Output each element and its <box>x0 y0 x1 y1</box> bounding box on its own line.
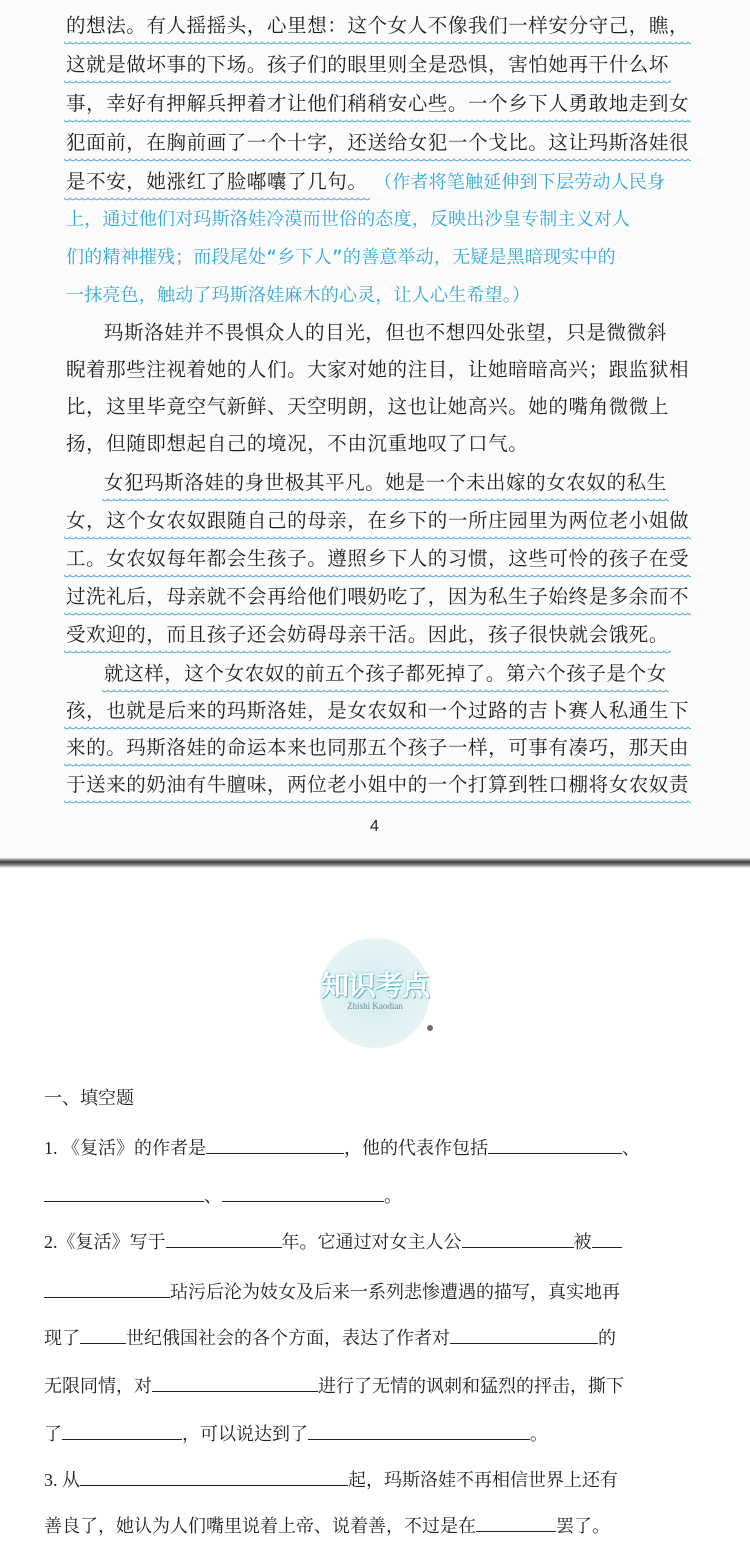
answer-blank[interactable] <box>62 1420 182 1440</box>
answer-blank[interactable] <box>462 1228 574 1248</box>
question-2-line-1 <box>44 1228 622 1254</box>
text-line: 这就是做坏事的下场。孩子们的眼里则全是恐惧，害怕她再干什么坏 <box>66 52 669 81</box>
question-2-line-4 <box>44 1372 624 1398</box>
annotation-line: （作者将笔触延伸到下层劳动人民身 <box>374 172 666 193</box>
question-text: 了 <box>44 1424 62 1444</box>
answer-blank[interactable] <box>44 1278 170 1298</box>
annotation-line: 们的精神摧残；而段尾处“乡下人”的善意举动，无疑是黑暗现实中的 <box>66 247 616 268</box>
question-text: 起，玛斯洛娃不再相信世界上还有 <box>348 1470 618 1490</box>
question-3-line-1 <box>44 1466 618 1492</box>
question-text: 无限同情，对 <box>44 1376 152 1396</box>
question-text: 善良了，她认为人们嘴里说着上帝、说着善，不过是在 <box>44 1516 476 1536</box>
question-1-line-2 <box>44 1182 402 1208</box>
question-text: 世纪俄国社会的各个方面，表达了作者对 <box>126 1328 450 1348</box>
ink-dot <box>427 1025 433 1031</box>
question-text: 年。它通过对女主人公 <box>281 1232 462 1252</box>
text-line: 的想法。有人摇摇头，心里想：这个女人不像我们一样安分守己，瞧， <box>66 13 689 42</box>
text-line: 来的。玛斯洛娃的命运本来也同那五个孩子一样，可事有凑巧，那天由 <box>66 735 689 764</box>
answer-blank[interactable] <box>80 1324 126 1344</box>
question-3-line-2 <box>44 1512 610 1538</box>
text-line: 犯面前，在胸前画了一个十字，还送给女犯一个戈比。这让玛斯洛娃很 <box>66 130 689 159</box>
question-text: 。 <box>384 1186 402 1206</box>
text-line: 女犯玛斯洛娃的身世极其平凡。她是一个未出嫁的女农奴的私生 <box>104 470 667 499</box>
text-line: 是不安，她涨红了脸嘟囔了几句。 <box>66 169 368 198</box>
text-line: 事，幸好有押解兵押着才让他们稍稍安心些。一个乡下人勇敢地走到女 <box>66 91 689 120</box>
section-badge-subtitle: Zhishi Kaodian <box>347 1001 403 1011</box>
question-text: 2.《复活》写于 <box>44 1232 166 1252</box>
answer-blank[interactable] <box>80 1466 348 1486</box>
answer-blank[interactable] <box>166 1228 282 1248</box>
answer-blank[interactable] <box>488 1134 622 1154</box>
section-badge <box>320 938 430 1048</box>
text-line: 睨着那些注视着她的人们。大家对她的注目，让她暗暗高兴；跟监狱相 <box>66 358 690 381</box>
page-divider <box>0 858 750 868</box>
text-line: 比，这里毕竟空气新鲜、天空明朗，这也让她高兴。她的嘴角微微上 <box>66 395 670 418</box>
text-line: 于送来的奶油有牛膻味，两位老小姐中的一个打算到牲口棚将女农奴责 <box>66 772 689 801</box>
text-line: 受欢迎的，而且孩子还会妨碍母亲干活。因此，孩子很快就会饿死。 <box>66 622 669 651</box>
question-2-line-5 <box>44 1420 548 1446</box>
question-2-line-2 <box>44 1278 620 1304</box>
text-line: 工。女农奴每年都会生孩子。遵照乡下人的习惯，这些可怜的孩子在受 <box>66 546 689 575</box>
question-text: 进行了无情的讽刺和猛烈的抨击，撕下 <box>318 1376 624 1396</box>
annotation-line: 一抹亮色，触动了玛斯洛娃麻木的心灵，让人心生希望。） <box>66 285 531 306</box>
answer-blank[interactable] <box>450 1324 598 1344</box>
question-text: 罢了。 <box>556 1516 610 1536</box>
answer-blank[interactable] <box>206 1134 344 1154</box>
text-line: 玛斯洛娃并不畏惧众人的目光，但也不想四处张望，只是微微斜 <box>104 321 667 344</box>
answer-blank[interactable] <box>152 1372 318 1392</box>
question-text: 、 <box>622 1138 640 1158</box>
question-text: 现了 <box>44 1328 80 1348</box>
text-line: 过洗礼后，母亲就不会再给他们喂奶吃了，因为私生子始终是多余而不 <box>66 584 689 613</box>
question-text: 1. 《复活》的作者是 <box>44 1138 206 1158</box>
answer-blank[interactable] <box>476 1512 556 1532</box>
question-text: 玷污后沦为妓女及后来一系列悲惨遭遇的描写，真实地再 <box>170 1282 620 1302</box>
answer-blank[interactable] <box>308 1420 530 1440</box>
question-text: ，他的代表作包括 <box>344 1138 488 1158</box>
question-text: 3. 从 <box>44 1470 80 1490</box>
section-badge-title: 知识考点 <box>320 969 429 1002</box>
text-line: 女，这个女农奴跟随自己的母亲，在乡下的一所庄园里为两位老小姐做 <box>66 508 689 537</box>
answer-blank[interactable] <box>592 1228 622 1248</box>
question-2-line-3 <box>44 1324 616 1350</box>
answer-blank[interactable] <box>222 1182 384 1202</box>
annotation-line: 上，通过他们对玛斯洛娃冷漠而世俗的态度，反映出沙皇专制主义对人 <box>66 209 631 230</box>
answer-blank[interactable] <box>44 1182 204 1202</box>
question-text: 、 <box>204 1186 222 1206</box>
question-text: ，可以说达到了 <box>182 1424 308 1444</box>
exercise-heading: 一、填空题 <box>44 1088 134 1108</box>
question-text: 被 <box>573 1232 592 1252</box>
question-1-line-1 <box>44 1134 640 1160</box>
question-text: 。 <box>530 1424 548 1444</box>
text-line: 孩，也就是后来的玛斯洛娃，是女农奴和一个过路的吉卜赛人私通生下 <box>66 698 689 727</box>
page-number: 4 <box>370 818 379 835</box>
text-line: 扬，但随即想起自己的境况，不由沉重地叹了口气。 <box>66 432 529 455</box>
text-line: 就这样，这个女农奴的前五个孩子都死掉了。第六个孩子是个女 <box>104 661 667 690</box>
question-text: 的 <box>598 1328 616 1348</box>
